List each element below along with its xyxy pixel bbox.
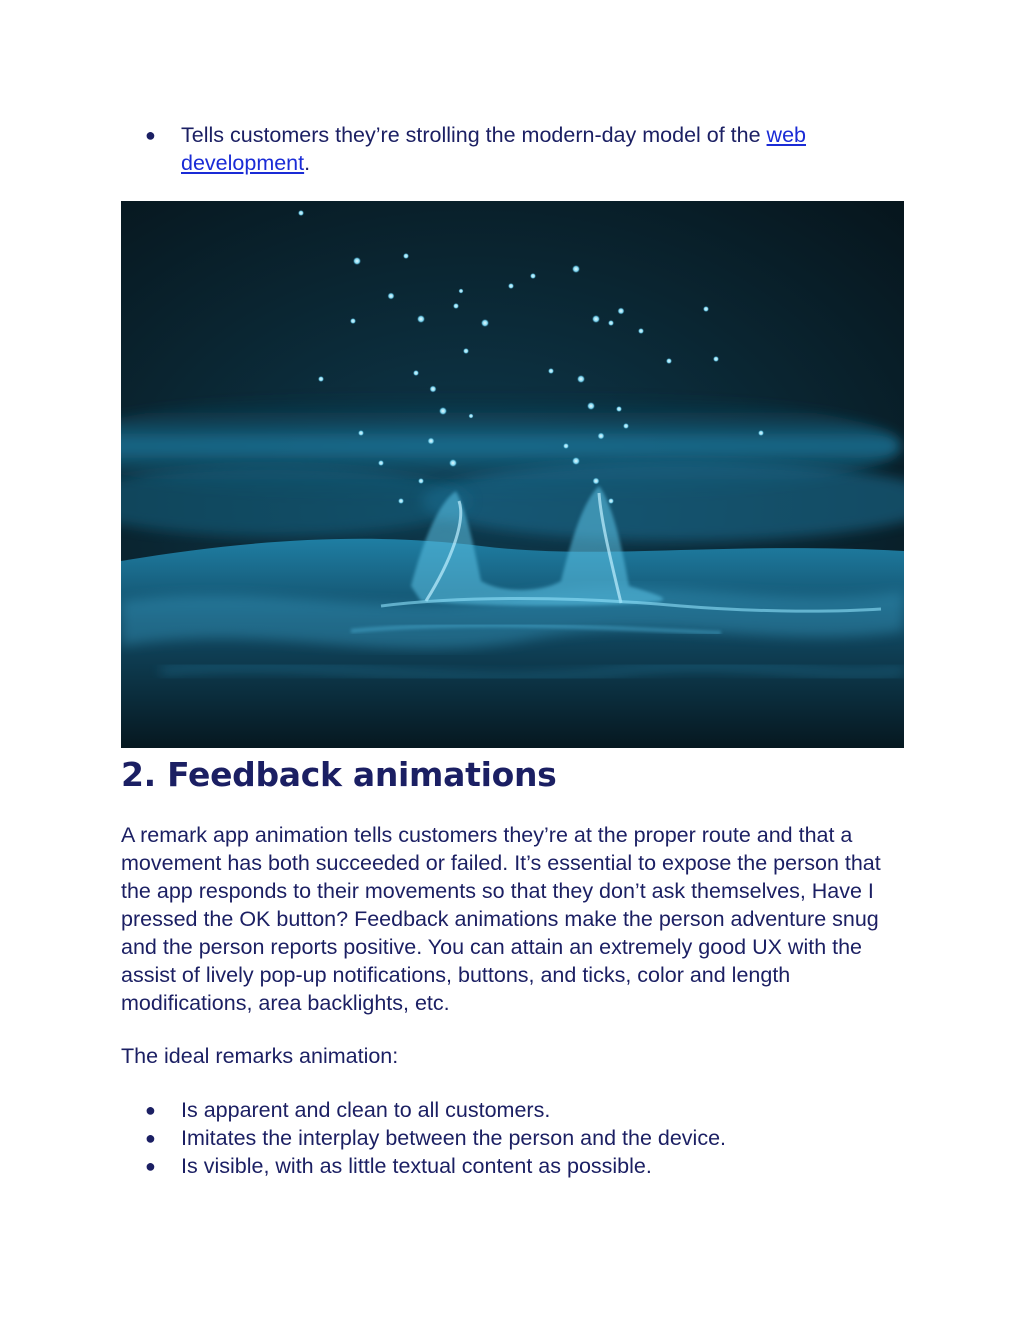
bullet-icon: ● bbox=[145, 125, 156, 145]
water-splash-illustration bbox=[121, 201, 904, 748]
list-item bbox=[121, 1124, 881, 1152]
list-item bbox=[121, 1152, 881, 1180]
water-splash-image bbox=[121, 201, 904, 748]
bullet-text: Imitates the interplay between the person and the device. bbox=[181, 1126, 727, 1150]
web-development-link[interactable]: web development bbox=[181, 123, 806, 175]
body-paragraph: A remark app animation tells customers they’re at the proper route and that a movement has both succeeded or failed. It’s essential to expose the person that the app responds to their movements so that they don’t ask themselves, Have I pressed the OK button? Feedback animations make the person adventure snug and the person reports positive. You can attain an extremely good UX with the assist of lively pop-up notifications, buttons, and ticks, color and length modifications, area backlights, etc. bbox=[121, 823, 881, 1015]
list-item bbox=[121, 121, 881, 177]
bullet-text: Is visible, with as little textual content as possible. bbox=[181, 1154, 652, 1178]
list-item bbox=[121, 1096, 881, 1124]
intro-bullet-list bbox=[121, 121, 881, 177]
list-lead-in: The ideal remarks animation: bbox=[121, 1044, 399, 1068]
bullet-text: Tells customers they’re strolling the modern-day model of the bbox=[181, 123, 767, 147]
bullet-text: Is apparent and clean to all customers. bbox=[181, 1098, 551, 1122]
bullet-icon: ● bbox=[145, 1156, 156, 1176]
bullet-icon: ● bbox=[145, 1100, 156, 1120]
bullet-icon: ● bbox=[145, 1128, 156, 1148]
bullet-text-end: . bbox=[304, 151, 311, 175]
section-heading: 2. Feedback animations bbox=[121, 755, 557, 794]
feedback-bullet-list bbox=[121, 1096, 881, 1180]
